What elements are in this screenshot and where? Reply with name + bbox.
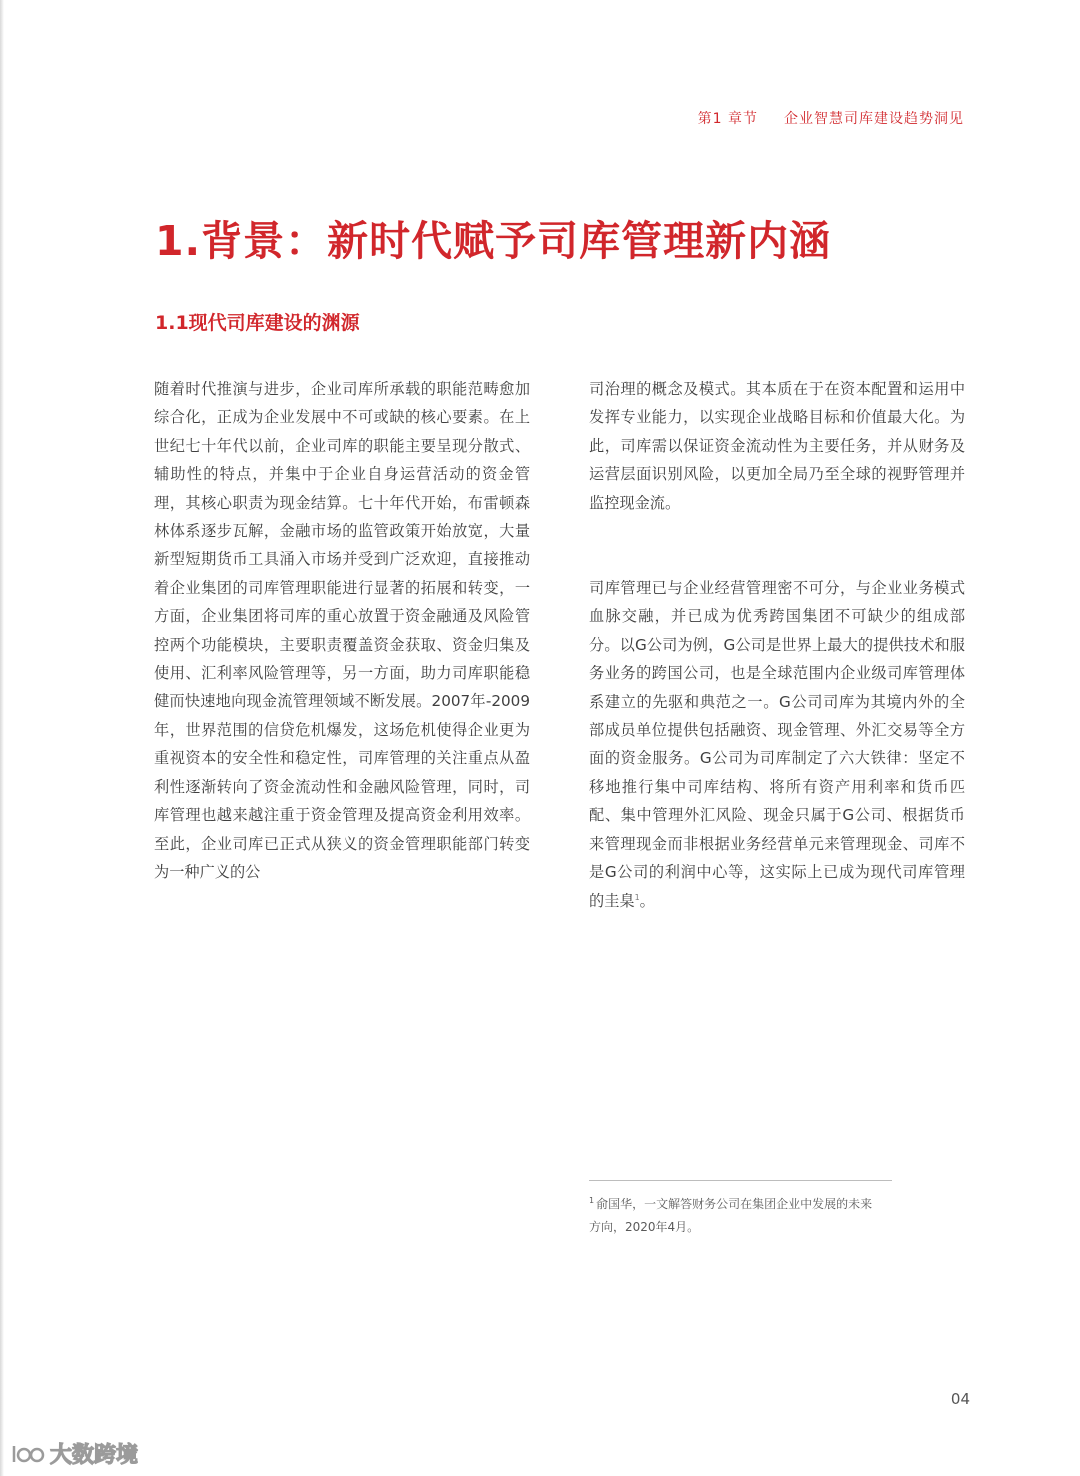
page-edge-shadow: [0, 0, 4, 1476]
watermark: [10, 1438, 138, 1469]
header-chapter: 第1 章节: [697, 111, 758, 127]
watermark-logo-icon: [10, 1442, 46, 1466]
footnote-line-2: 方向，2020年4月。: [589, 1220, 700, 1234]
body-paragraph-text: 司库管理已与企业经营管理密不可分，与企业业务模式血脉交融，并已成为优秀跨国集团不可缺少的组成部分。以G公司为例，G公司是世界上最大的提供技术和服务业务的跨国公司，也是全球范围内企业级司库管理体系建立的先驱和典范之一。G公司司库为其境内外的全部成员单位提供包括融资、现金管理、外汇交易等全方面的资金服务。G公司为司库制定了六大铁律：坚定不移地推行集中司库结构、将所有资产用利率和货币匹配、集中管理外汇风险、现金只属于G公司、根据货币来管理现金而非根据业务经营单元来管理现金、司库不是G公司的利润中心等，这实际上已成为现代司库管理的圭臬: [589, 579, 965, 910]
page-number: 04: [950, 1390, 970, 1408]
section-subtitle: 1.1现代司库建设的渊源: [155, 312, 360, 334]
watermark-text: 大数跨境: [50, 1443, 139, 1468]
footnote-reference: 1: [634, 892, 640, 902]
body-paragraph: 司治理的概念及模式。其本质在于在资本配置和运用中发挥专业能力，以实现企业战略目标和价值最大化。为此，司库需以保证资金流动性为主要任务，并从财务及运营层面识别风险，以更加全局乃至全球的视野管理并监控现金流。: [589, 380, 965, 512]
footnote: [589, 1193, 909, 1239]
header-section-title: 企业智慧司库建设趋势洞见: [784, 111, 964, 127]
footnote-mark: 1: [589, 1196, 595, 1205]
body-column-right: [589, 375, 965, 915]
body-paragraph-end: 。: [639, 891, 655, 910]
footnote-divider: [589, 1180, 892, 1181]
footnote-line-1: 俞国华，一文解答财务公司在集团企业中发展的未来: [596, 1197, 873, 1211]
body-paragraph: 随着时代推演与进步，企业司库所承载的职能范畴愈加综合化，正成为企业发展中不可或缺的核心要素。在上世纪七十年代以前，企业司库的职能主要呈现分散式、辅助性的特点，并集中于企业自身运营活动的资金管理，其核心职责为现金结算。七十年代开始，布雷顿森林体系逐步瓦解，金融市场的监管政策开始放宽，大量新型短期货币工具涌入市场并受到广泛欢迎，直接推动着企业集团的司库管理职能进行显著的拓展和转变，一方面，企业集团将司库的重心放置于资金融通及风险管控两个功能模块，主要职责覆盖资金获取、资金归集及使用、汇利率风险管理等，另一方面，助力司库职能稳健而快速地向现金流管理领域不断发展。2007年-2009年，世界范围的信贷危机爆发，这场危机使得企业更为重视资本的安全性和稳定性，司库管理的关注重点从盈利性逐渐转向了资金流动性和金融风险管理，同时，司库管理也越来越注重于资金管理及提高资金利用效率。至此，企业司库已正式从狭义的资金管理职能部门转变为一种广义的公: [154, 380, 530, 881]
page-title: 1.背景：新时代赋予司库管理新内涵: [155, 217, 832, 265]
running-header: [698, 104, 964, 132]
body-column-left: [154, 375, 530, 886]
body-paragraph: [589, 574, 965, 915]
